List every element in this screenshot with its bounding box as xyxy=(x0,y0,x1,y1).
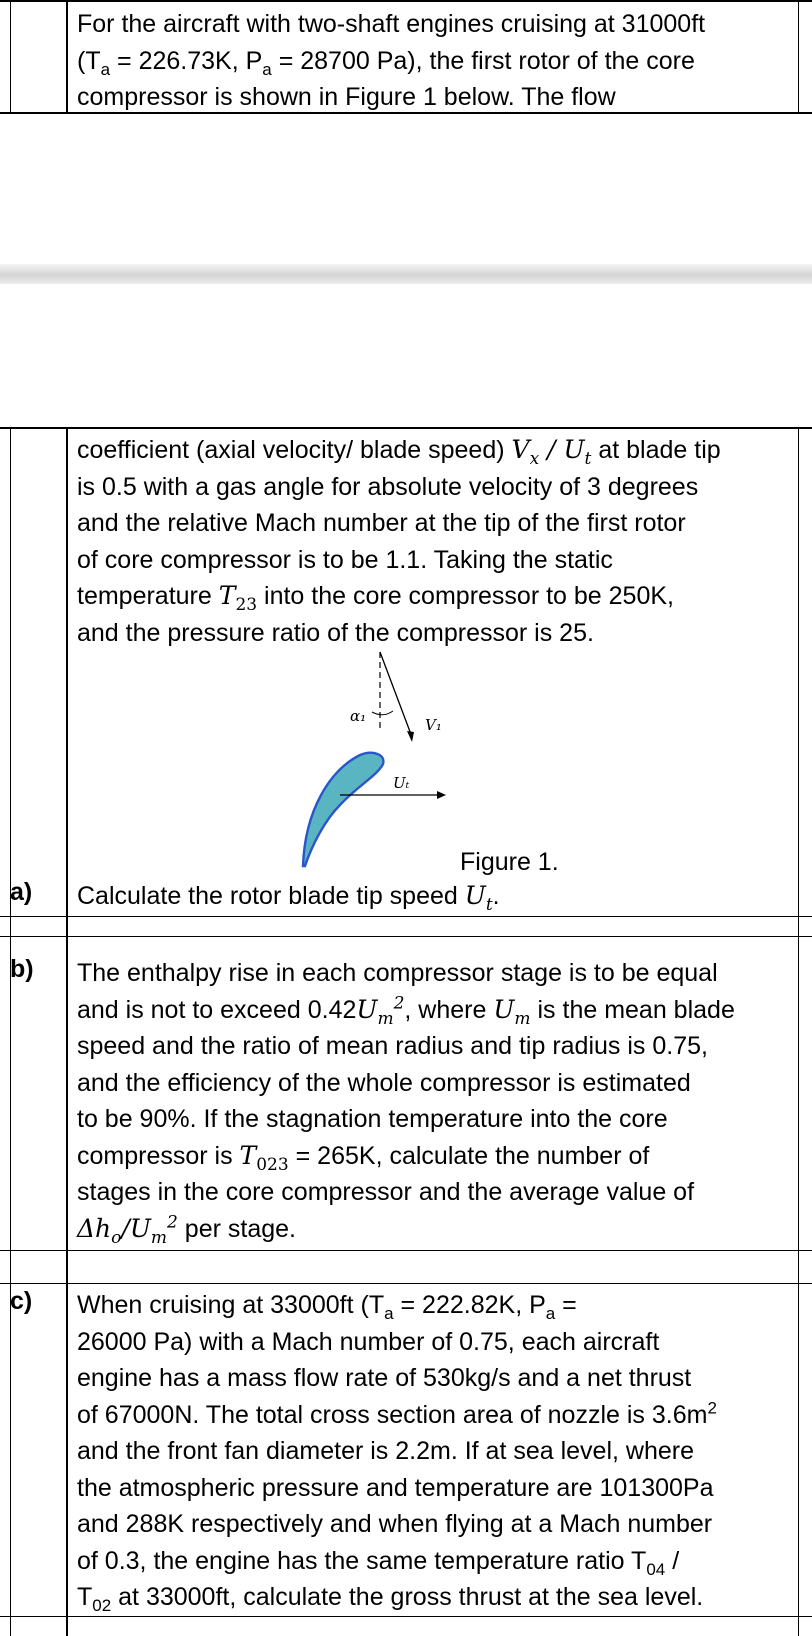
question-label-b: b) xyxy=(10,955,34,983)
table-border xyxy=(0,0,812,2)
table-border xyxy=(0,427,812,429)
table-border xyxy=(798,427,799,1636)
ut-label: Uₜ xyxy=(393,774,410,792)
rotor-blade-figure xyxy=(280,640,480,880)
v1-arrow xyxy=(380,652,412,737)
blade-shape xyxy=(303,753,383,866)
table-border xyxy=(0,1250,812,1251)
table-border xyxy=(0,916,812,917)
v1-arrowhead xyxy=(407,731,414,742)
question-c-text: When cruising at 33000ft ($T_a = 222.82K$, $P_a$ = 26000 Pa) with a Mach number of 0.75, each aircraft engine has a mass flow rate of 530kg/s and a net thrust of 67000N. The total cross section area of nozzle is $3.6m^2$ and the front fan diameter is 2.2m. If at sea level, where the atmospheric pressure and temperature are 101300Pa and 288K respectively and when flying at a Mach number of 0.3, the engine has the same temperature ratio $T_{04}$ / $T_{02}$ at 33000ft, calculate the gross thrust at the sea level. xyxy=(77,1291,717,1615)
alpha-label: α₁ xyxy=(350,707,367,725)
intro-paragraph-1: For the aircraft with two-shaft engines cruising at 31000ft ($T_a = 226.73K$, $P_a = 28700$ Pa), the first rotor of the core compressor is shown in Figure 1 below. The flow xyxy=(77,10,706,111)
question-a-text: Calculate the rotor blade tip speed $U_t$. xyxy=(77,881,500,915)
intro-paragraph-2: coefficient (axial velocity/ blade speed) $V_x / U_t$ at blade tip is 0.5 with a gas angle for absolute velocity of 3 degrees and the relative Mach number at the tip of the first rotor of core compressor is to be 1.1. Taking the static temperature $T_{23}$ into the core compressor to be 250K, and the pressure ratio of the compressor is 25. xyxy=(77,435,721,647)
alpha-arc xyxy=(372,711,393,715)
question-label-a: a) xyxy=(10,878,33,906)
question-label-c: c) xyxy=(10,1287,33,1315)
ut-arrowhead xyxy=(437,791,446,799)
table-border xyxy=(798,0,799,114)
table-border xyxy=(0,1616,812,1617)
question-b-text: The enthalpy rise in each compressor stage is to be equal and is not to exceed $0.42U_m^2$, where $U_m$ is the mean blade speed and the ratio of mean radius and tip radius is 0.75, and the efficiency of the whole compressor is estimated to be 90%. If the stagnation temperature into the core compressor is $T_{023} = 265K$, calculate the number of stages in the core compressor and the average value of $\Delta h_o/U_m^2$ per stage. xyxy=(77,959,735,1248)
page-break xyxy=(0,264,812,284)
table-border xyxy=(66,0,68,114)
table-border xyxy=(10,427,11,1636)
table-border xyxy=(0,1283,812,1284)
table-border xyxy=(66,427,68,1636)
v1-label: V₁ xyxy=(425,716,442,734)
figure-caption: Figure 1. xyxy=(460,848,559,876)
table-border xyxy=(0,936,812,937)
table-border xyxy=(10,0,11,114)
